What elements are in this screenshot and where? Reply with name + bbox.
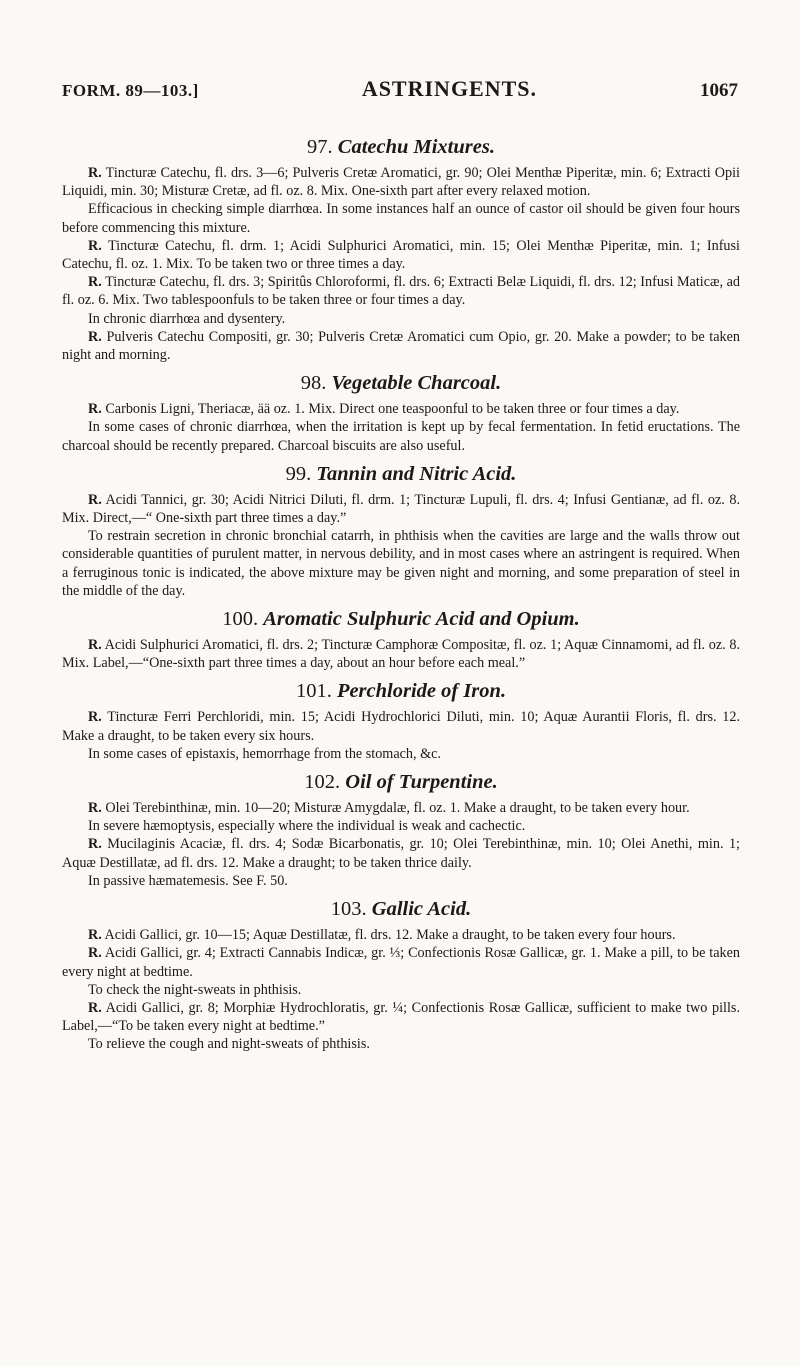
- paragraph-text: To relieve the cough and night-sweats of phthisis.: [88, 1036, 370, 1053]
- paragraph-text: Tincturæ Ferri Perchloridi, min. 15; Acidi Hydrochlorici Diluti, min. 10; Aquæ Aurantii Floris, fl. drs. 12. Make a draught, to be taken every six hours.: [62, 709, 740, 744]
- paragraph-text: In passive hæmatemesis. See F. 50.: [88, 872, 288, 889]
- paragraph-text: Acidi Gallici, gr. 8; Morphiæ Hydrochloratis, gr. ¼; Confectionis Rosæ Gallicæ, sufficient to make two pills. Label,—“To be taken every night at bedtime.”: [62, 999, 740, 1035]
- paragraph-text: Carbonis Ligni, Theriacæ, ää oz. 1. Mix. Direct one teaspoonful to be taken three or four times a day.: [101, 401, 680, 418]
- section-number: 99.: [285, 462, 312, 485]
- prescription-paragraph: [62, 400, 740, 418]
- section-title: Oil of Turpentine.: [345, 771, 498, 794]
- section-heading: [62, 461, 740, 487]
- paragraph-text: In chronic diarrhœa and dysentery.: [88, 310, 286, 327]
- recipe-symbol: R.: [88, 927, 102, 944]
- prescription-paragraph: [62, 926, 740, 944]
- section-heading: [62, 896, 740, 922]
- recipe-symbol: R.: [88, 491, 102, 508]
- section-title: Perchloride of Iron.: [336, 680, 507, 703]
- note-paragraph: [62, 817, 740, 835]
- section-heading: [62, 370, 740, 396]
- prescription-paragraph: [62, 273, 740, 309]
- note-paragraph: [62, 310, 740, 328]
- section-heading: [62, 606, 740, 632]
- recipe-symbol: R.: [88, 401, 102, 418]
- note-paragraph: [62, 1035, 740, 1053]
- recipe-symbol: R.: [88, 836, 102, 853]
- prescription-paragraph: [62, 835, 740, 871]
- recipe-symbol: R.: [88, 800, 102, 817]
- note-paragraph: [62, 418, 740, 454]
- recipe-symbol: R.: [88, 237, 102, 254]
- paragraph-text: In some cases of chronic diarrhœa, when the irritation is kept up by fecal fermentation. In fetid eructations. The charcoal should be recently prepared. Charcoal biscuits are also useful.: [62, 419, 740, 454]
- chapter-title: ASTRINGENTS.: [361, 76, 538, 101]
- form-range: FORM. 89—103.]: [62, 81, 199, 100]
- recipe-symbol: R.: [88, 999, 102, 1016]
- prescription-paragraph: [62, 944, 740, 980]
- note-paragraph: [62, 745, 740, 763]
- prescription-paragraph: [62, 491, 740, 527]
- paragraph-text: Pulveris Catechu Compositi, gr. 30; Pulveris Cretæ Aromatici cum Opio, gr. 20. Make a powder; to be taken night and morning.: [62, 328, 740, 364]
- paragraph-text: To check the night-sweats in phthisis.: [88, 981, 302, 998]
- paragraph-text: Efficacious in checking simple diarrhœa. In some instances half an ounce of castor oil should be given four hours before commencing this mixture.: [62, 201, 740, 236]
- paragraph-text: Acidi Tannici, gr. 30; Acidi Nitrici Diluti, fl. drm. 1; Tincturæ Lupuli, fl. drs. 4; Infusi Gentianæ, ad fl. oz. 8. Mix. Direct,—“ One-sixth part three times a day.”: [62, 491, 740, 527]
- recipe-symbol: R.: [88, 274, 102, 291]
- section-heading: [62, 678, 740, 704]
- prescription-paragraph: [62, 328, 740, 364]
- note-paragraph: [62, 981, 740, 999]
- note-paragraph: [62, 200, 740, 236]
- prescription-paragraph: [62, 708, 740, 744]
- section-number: 101.: [295, 680, 332, 703]
- paragraph-text: In severe hæmoptysis, especially where the individual is weak and cachectic.: [88, 818, 526, 835]
- paragraph-text: Mucilaginis Acaciæ, fl. drs. 4; Sodæ Bicarbonatis, gr. 10; Olei Terebinthinæ, min. 10; Olei Anethi, min. 1; Aquæ Destillatæ, ad fl. drs. 12. Make a draught; to be taken thrice daily.: [62, 836, 740, 871]
- prescription-paragraph: [62, 164, 740, 200]
- prescription-paragraph: [62, 636, 740, 672]
- section-title: Gallic Acid.: [371, 898, 472, 921]
- recipe-symbol: R.: [88, 165, 102, 181]
- page-body: [62, 128, 740, 1054]
- prescription-paragraph: [62, 999, 740, 1035]
- section-title: Tannin and Nitric Acid.: [316, 462, 517, 485]
- running-head: [62, 76, 738, 102]
- note-paragraph: [62, 872, 740, 890]
- page-number: 1067: [700, 80, 738, 101]
- recipe-symbol: R.: [88, 709, 102, 726]
- section-title: Aromatic Sulphuric Acid and Opium.: [263, 608, 580, 631]
- recipe-symbol: R.: [88, 637, 102, 654]
- section-heading: [62, 769, 740, 795]
- section-number: 97.: [307, 136, 333, 158]
- section-number: 98.: [300, 372, 327, 395]
- section-title: Vegetable Charcoal.: [331, 372, 502, 395]
- prescription-paragraph: [62, 799, 740, 817]
- paragraph-text: Acidi Gallici, gr. 4; Extracti Cannabis Indicæ, gr. ⅓; Confectionis Rosæ Gallicæ, gr. 1. Make a pill, to be taken every night at bedtime.: [62, 945, 740, 980]
- section-heading: [62, 134, 740, 160]
- paragraph-text: In some cases of epistaxis, hemorrhage from the stomach, &c.: [88, 745, 442, 762]
- prescription-paragraph: [62, 237, 740, 273]
- section-number: 100.: [222, 608, 259, 631]
- paragraph-text: Acidi Gallici, gr. 10—15; Aquæ Destillatæ, fl. drs. 12. Make a draught, to be taken every four hours.: [101, 927, 676, 944]
- recipe-symbol: R.: [88, 945, 102, 962]
- paragraph-text: Tincturæ Catechu, fl. drm. 1; Acidi Sulphurici Aromatici, min. 15; Olei Menthæ Piperitæ, min. 1; Infusi Catechu, fl. oz. 1. Mix. To be taken two or three times a day.: [62, 237, 740, 273]
- paragraph-text: Tincturæ Catechu, fl. drs. 3—6; Pulveris Cretæ Aromatici, gr. 90; Olei Menthæ Piperitæ, min. 6; Extracti Opii Liquidi, min. 30; Misturæ Cretæ, ad fl. oz. 8. Mix. One-sixth part after every relaxed motion.: [62, 165, 740, 200]
- section-number: 102.: [304, 771, 341, 794]
- note-paragraph: [62, 527, 740, 600]
- section-title: Catechu Mixtures.: [337, 136, 495, 158]
- paragraph-text: Acidi Sulphurici Aromatici, fl. drs. 2; Tincturæ Camphoræ Compositæ, fl. oz. 1; Aquæ Cinnamomi, ad fl. oz. 8. Mix. Label,—“One-sixth part three times a day, about an hour before each meal.”: [62, 637, 740, 672]
- recipe-symbol: R.: [88, 328, 102, 345]
- section-number: 103.: [330, 898, 367, 921]
- paragraph-text: Tincturæ Catechu, fl. drs. 3; Spiritûs Chloroformi, fl. drs. 6; Extracti Belæ Liquidi, fl. drs. 12; Infusi Maticæ, ad fl. oz. 6. Mix. Two tablespoonfuls to be taken three or four times a day.: [62, 274, 740, 309]
- paragraph-text: Olei Terebinthinæ, min. 10—20; Misturæ Amygdalæ, fl. oz. 1. Make a draught, to be taken every hour.: [101, 800, 690, 817]
- paragraph-text: To restrain secretion in chronic bronchial catarrh, in phthisis when the cavities are large and the walls throw out considerable quantities of purulent matter, in nervous debility, and in most cases where an astringent is required. When a ferruginous tonic is indicated, the above mixture may be given night and morning, and some preparation of steel in the middle of the day.: [62, 528, 740, 599]
